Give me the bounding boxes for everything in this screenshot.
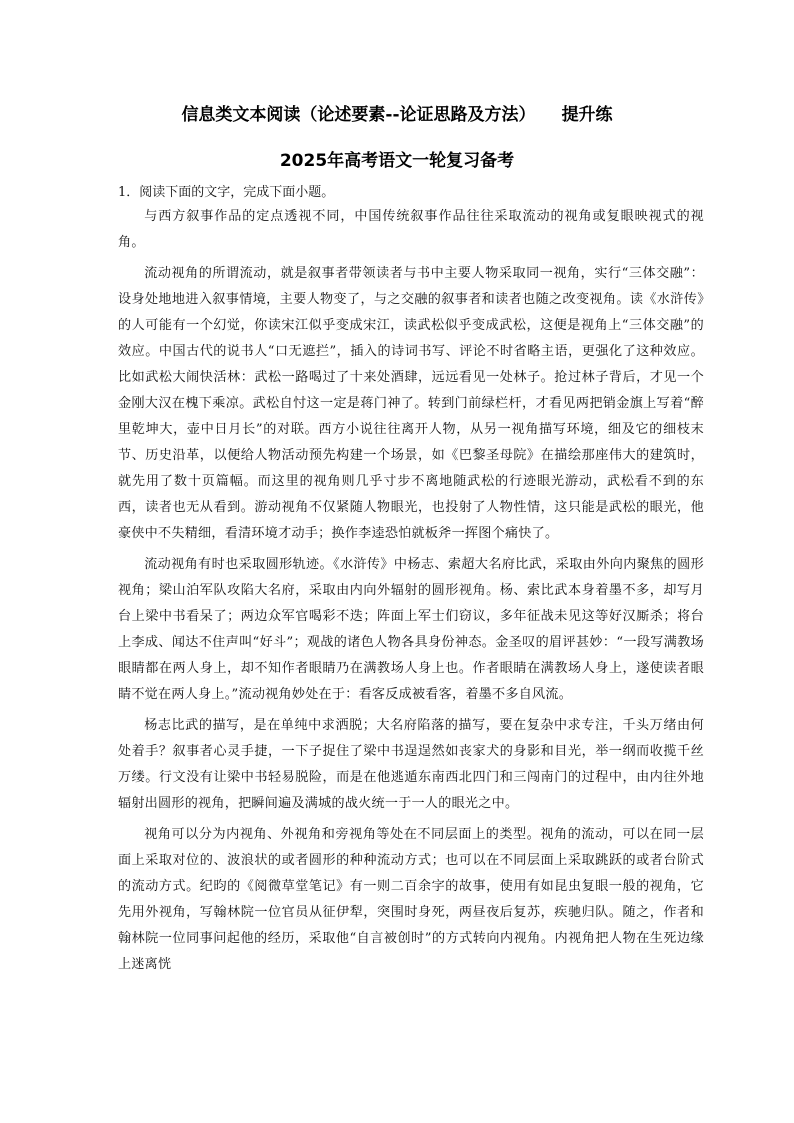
document-title-main: 信息类文本阅读（论述要素--论证思路及方法）: [181, 105, 536, 125]
document-title-suffix: 提升练: [561, 105, 613, 125]
paragraph-5: 视角可以分为内视角、外视角和旁视角等处在不同层面上的类型。视角的流动，可以在同一层面上采取对位的、波浪状的或者圆形的种种流动方式；也可以在不同层面上采取跳跃的或者台阶式的流动方式。纪昀的《阅微草堂笔记》有一则二百余字的故事，使用有如昆虫复眼一般的视角，它先用外视角，写翰林院一位官员从征伊犁，突围时身死，两昼夜后复苏，疾驰归队。随之，作者和翰林院一位同事问起他的经历，采取他“自言被创时”的方式转向内视角。内视角把人物在生死边缘上迷离恍: [118, 827, 704, 972]
document-title: [0, 100, 794, 125]
paragraph-3: 流动视角有时也采取圆形轨迹。《水浒传》中杨志、索超大名府比武，采取由外向内聚焦的圆形视角；梁山泊军队攻陷大名府，采取由内向外辐射的圆形视角。杨、索比武本身着墨不多，却写月台上梁中书看呆了；两边众军官喝彩不迭；阵面上军士们窃议，多年征战未见这等好汉厮杀；将台上李成、闻达不住声叫“好斗”；观战的诸色人物各具身份神态。金圣叹的眉评甚妙：“一段写满教场眼睛都在两人身上，却不知作者眼睛乃在满教场人身上也。作者眼睛在满教场人身上，遂使读者眼睛不觉在两人身上。”流动视角妙处在于：看客反成被看客，着墨不多自风流。: [118, 557, 704, 702]
paragraph-2: 流动视角的所谓流动，就是叙事者带领读者与书中主要人物采取同一视角，实行“三体交融”：设身处地地进入叙事情境，主要人物变了，与之交融的叙事者和读者也随之改变视角。读《水浒传》的人可能有一个幻觉，你读宋江似乎变成宋江，读武松似乎变成武松，这便是视角上“三体交融”的效应。中国古代的说书人“口无遮拦”，插入的诗词书写、评论不时省略主语，更强化了这种效应。比如武松大闹快活林：武松一路喝过了十来处酒肆，远远看见一处林子。抢过林子背后，才见一个金刚大汉在槐下乘凉。武松自忖这一定是蒋门神了。转到门前绿栏杆，才看见两把销金旗上写着“醉里乾坤大，壶中日月长”的对联。西方小说往往离开人物，从另一视角描写环境，细及它的细枝末节、历史沿革，以便给人物活动预先构建一个场景，如《巴黎圣母院》在描绘那座伟大的建筑时，就先用了数十页篇幅。而这里的视角则几乎寸步不离地随武松的行迹眼光游动，武松看不到的东西，读者也无从看到。游动视角不仅紧随人物眼光，也投射了人物性情，这只能是武松的眼光，他豪侠中不失精细，看清环境才动手；换作李逵恐怕就板斧一挥图个痛快了。: [118, 266, 704, 541]
document-subtitle: 2025年高考语文一轮复习备考: [279, 151, 515, 171]
paragraph-4: 杨志比武的描写，是在单纯中求洒脱；大名府陷落的描写，要在复杂中求专注，千头万绪由何处着手？叙事者心灵手捷，一下子捉住了梁中书逞逞然如丧家犬的身影和目光，举一纲而收揽千丝万缕。行文没有让梁中书轻易脱险，而是在他逃遁东南西北四门和三闯南门的过程中，由内往外地辐射出圆形的视角，把瞬间遍及满城的战火统一于一人的眼光之中。: [118, 718, 704, 811]
paragraph-1: 与西方叙事作品的定点透视不同，中国传统叙事作品往往采取流动的视角或复眼映视式的视角。: [118, 209, 704, 250]
reading-passage: [118, 204, 704, 983]
question-number: 1．阅读下面的文字，完成下面小题。: [118, 185, 335, 200]
